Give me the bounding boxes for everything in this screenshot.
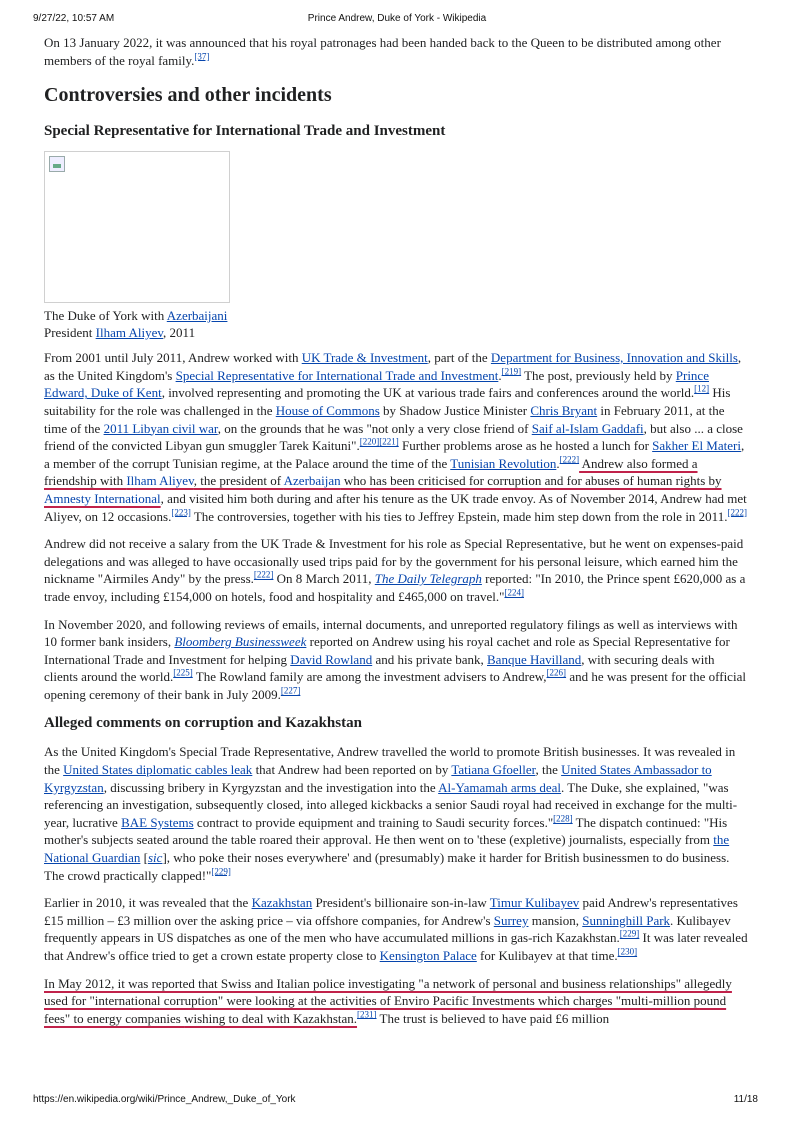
link-tunisian-revolution[interactable]: Tunisian Revolution (450, 455, 557, 471)
link-surrey[interactable]: Surrey (493, 912, 529, 928)
ref-link[interactable]: [230] (617, 946, 638, 957)
ref-link[interactable]: [229] (619, 929, 640, 940)
ref-link[interactable]: [222] (727, 507, 747, 518)
paragraph-trade-envoy: From 2001 until July 2011, Andrew worked with UK Trade & Investment, part of the Department for Business, Innovation and Skills, as the United Kingdom's Special Representative for International Trade and Investment.[219] The post, previously held by Prince Edward, Duke of Kent, involved representing and promoting the UK at various trade fairs and conferences around the world.[12] His suitability for the role was challenged in the House of Commons by Shadow Justice Minister Chris Bryant in February 2011, at the time of the 2011 Libyan civil war, on the grounds that he was "not only a very close friend of Saif al-Islam Gaddafi, but also ... a close friend of the convicted Libyan gun smuggler Tarek Kaituni".[220][221] Further problems arose as he hosted a lunch for Sakher El Materi, a member of the corrupt Tunisian regime, at the Palace around the time of the Tunisian Revolution.[222] Andrew also formed a friendship with Ilham Aliyev, the president of Azerbaijan who has been criticised for corruption and for abuses of human rights by Amnesty International, and visited him both during and after his tenure as the UK trade envoy. As of November 2014, Andrew had met Aliyev, on 12 occasions.[223] The controversies, together with his ties to Jeffrey Epstein, made him step down from the role in 2011.[222] (44, 350, 747, 524)
broken-image (44, 151, 230, 303)
section-heading-controversies: Controversies and other incidents (44, 84, 332, 107)
ref-link[interactable]: [231] (357, 1009, 377, 1020)
ref-link[interactable]: [224] (504, 587, 524, 598)
link-national-guardian[interactable]: the National Guardian (44, 832, 730, 866)
link-tatiana-gfoeller[interactable]: Tatiana Gfoeller (451, 762, 536, 778)
figure (44, 151, 230, 341)
paragraph-bloomberg: In November 2020, and following reviews of emails, internal documents, and unreported regulatory filings as well as interviews with 10 former bank insiders, Bloomberg Businessweek reported on Andrew using his royal cachet and role as Special Representative for International Trade and Investment for helping David Rowland and his private bank, Banque Havilland, with securing deals with clients around the world.[225] The Rowland family are among the investment advisers to Andrew,[226] and he was present for the official opening ceremony of their bank in July 2009.[227] (44, 616, 746, 702)
print-header (33, 13, 761, 27)
paragraph-cables-leak: As the United Kingdom's Special Trade Representative, Andrew travelled the world to promote British businesses. It was revealed in the United States diplomatic cables leak that Andrew had been reported on by Tatiana Gfoeller, the United States Ambassador to Kyrgyzstan, discussing bribery in Kyrgyzstan and the investigation into the Al-Yamamah arms deal. The Duke, she explained, "was referencing an investigation, subsequently closed, into alleged kickbacks a senior Saudi royal had received in exchange for the multi-year, lucrative BAE Systems contract to provide equipment and training to Saudi security forces."[228] The dispatch continued: "His mother's subjects seated around the table roared their approval. He then went on to 'these (expletive) journalists, especially from the National Guardian [sic], who poke their noses everywhere' and (presumably) make it harder for British businessmen to do business. The crowd practically clapped!"[229] (44, 744, 738, 883)
link-timur-kulibayev[interactable]: Timur Kulibayev (489, 895, 580, 911)
ref-link[interactable]: [228] (553, 813, 573, 824)
ref-link[interactable]: [219] (501, 366, 522, 377)
print-datetime: 9/27/22, 10:57 AM (33, 13, 115, 24)
link-sunninghill-park[interactable]: Sunninghill Park (582, 912, 671, 928)
subsection-heading-kazakhstan: Alleged comments on corruption and Kazakhstan (44, 715, 362, 732)
paragraph-airmiles: Andrew did not receive a salary from the UK Trade & Investment for his role as Special Representative, but he went on expenses-paid delegations and was alleged to have occasionally used trips paid for by the government for his personal leisure, which earned him the nickname "Airmiles Andy" by the press.[222] On 8 March 2011, The Daily Telegraph reported: "In 2010, the Prince spent £620,000 as a trade envoy, including £154,000 on hotels, food and hospitality and £465,000 on travel."[224] (44, 536, 746, 604)
ref-link[interactable]: [221] (379, 436, 399, 447)
link-amnesty-international[interactable]: Amnesty International (44, 490, 161, 506)
link-kazakhstan[interactable]: Kazakhstan (251, 895, 313, 911)
ref-link[interactable]: [12] (694, 384, 710, 395)
link-saif-gaddafi[interactable]: Saif al-Islam Gaddafi (531, 420, 644, 436)
paragraph-kulibayev: Earlier in 2010, it was revealed that the Kazakhstan President's billionaire son-in-law Timur Kulibayev paid Andrew's representatives £15 million – £3 million over the asking price – via offshore companies, for Andrew's Surrey mansion, Sunninghill Park. Kulibayev frequently appears in US dispatches as one of the men who have accumulated millions in gas-rich Kazakhstan.[229] It was later revealed that Andrew's office tried to get a crown estate property close to Kensington Palace for Kulibayev at that time.[230] (44, 895, 748, 963)
link-bloomberg-businessweek[interactable]: Bloomberg Businessweek (174, 634, 307, 650)
link-special-representative[interactable]: Special Representative for International Trade and Investment (175, 367, 499, 383)
link-al-yamamah[interactable]: Al-Yamamah arms deal (438, 779, 562, 795)
link-david-rowland[interactable]: David Rowland (290, 651, 373, 667)
link-department-business[interactable]: Department for Business, Innovation and Skills (490, 350, 738, 366)
link-kensington-palace[interactable]: Kensington Palace (379, 948, 477, 963)
link-bae-systems[interactable]: BAE Systems (121, 814, 194, 830)
link-sic[interactable]: sic (147, 850, 163, 866)
broken-image-icon (49, 156, 65, 172)
link-diplomatic-cables-leak[interactable]: United States diplomatic cables leak (63, 762, 253, 778)
link-daily-telegraph[interactable]: The Daily Telegraph (374, 571, 482, 587)
ref-link[interactable]: [220] (359, 436, 380, 447)
link-sakher-el-materi[interactable]: Sakher El Materi (652, 438, 741, 454)
ref-link[interactable]: [222] (253, 569, 274, 580)
ref-link[interactable]: [227] (280, 685, 301, 696)
print-url: https://en.wikipedia.org/wiki/Prince_Andrew,_Duke_of_York (33, 1094, 296, 1105)
figure-caption: The Duke of York with Azerbaijani President Ilham Aliyev, 2011 (44, 308, 228, 341)
link-us-ambassador-kyrgyzstan[interactable]: United States Ambassador to Kyrgyzstan (44, 762, 712, 795)
ref-link[interactable]: [225] (173, 667, 193, 678)
link-azerbaijani[interactable]: Azerbaijani (166, 308, 228, 324)
ref-link[interactable]: [37] (194, 51, 210, 62)
print-page-number: 11/18 (733, 1094, 758, 1105)
print-footer (33, 1094, 758, 1108)
link-ilham-aliyev[interactable]: Ilham Aliyev (95, 325, 164, 341)
link-chris-bryant[interactable]: Chris Bryant (530, 402, 598, 418)
link-libyan-civil-war[interactable]: 2011 Libyan civil war (103, 420, 218, 436)
link-prince-edward[interactable]: Prince Edward, Duke of Kent (44, 367, 709, 401)
link-ilham-aliyev-2[interactable]: Ilham Aliyev (126, 473, 194, 489)
ref-link[interactable]: [223] (171, 507, 191, 518)
intro-paragraph: On 13 January 2022, it was announced that his royal patronages had been handed back to the Queen to be distributed among other members of the royal family.[37] (44, 35, 721, 68)
paragraph-enviro-pacific: In May 2012, it was reported that Swiss and Italian police investigating "a network of personal and business relationships" allegedly used for "international corruption" were looking at the activities of Enviro Pacific Investments which charges "multi-million pound fees" to energy companies wishing to deal with Kazakhstan.[231] The trust is believed to have paid £6 million (44, 975, 732, 1026)
ref-link[interactable]: [229] (211, 866, 231, 877)
subsection-heading-trade: Special Representative for International Trade and Investment (44, 123, 446, 140)
link-house-of-commons[interactable]: House of Commons (275, 402, 380, 418)
ref-link[interactable]: [226] (546, 667, 567, 678)
link-azerbaijan[interactable]: Azerbaijan (283, 473, 341, 489)
article-content (44, 34, 750, 1037)
ref-link[interactable]: [222] (559, 454, 580, 465)
link-uk-trade-investment[interactable]: UK Trade & Investment (301, 350, 428, 366)
print-page-title: Prince Andrew, Duke of York - Wikipedia (307, 13, 487, 24)
link-banque-havilland[interactable]: Banque Havilland (487, 651, 582, 667)
